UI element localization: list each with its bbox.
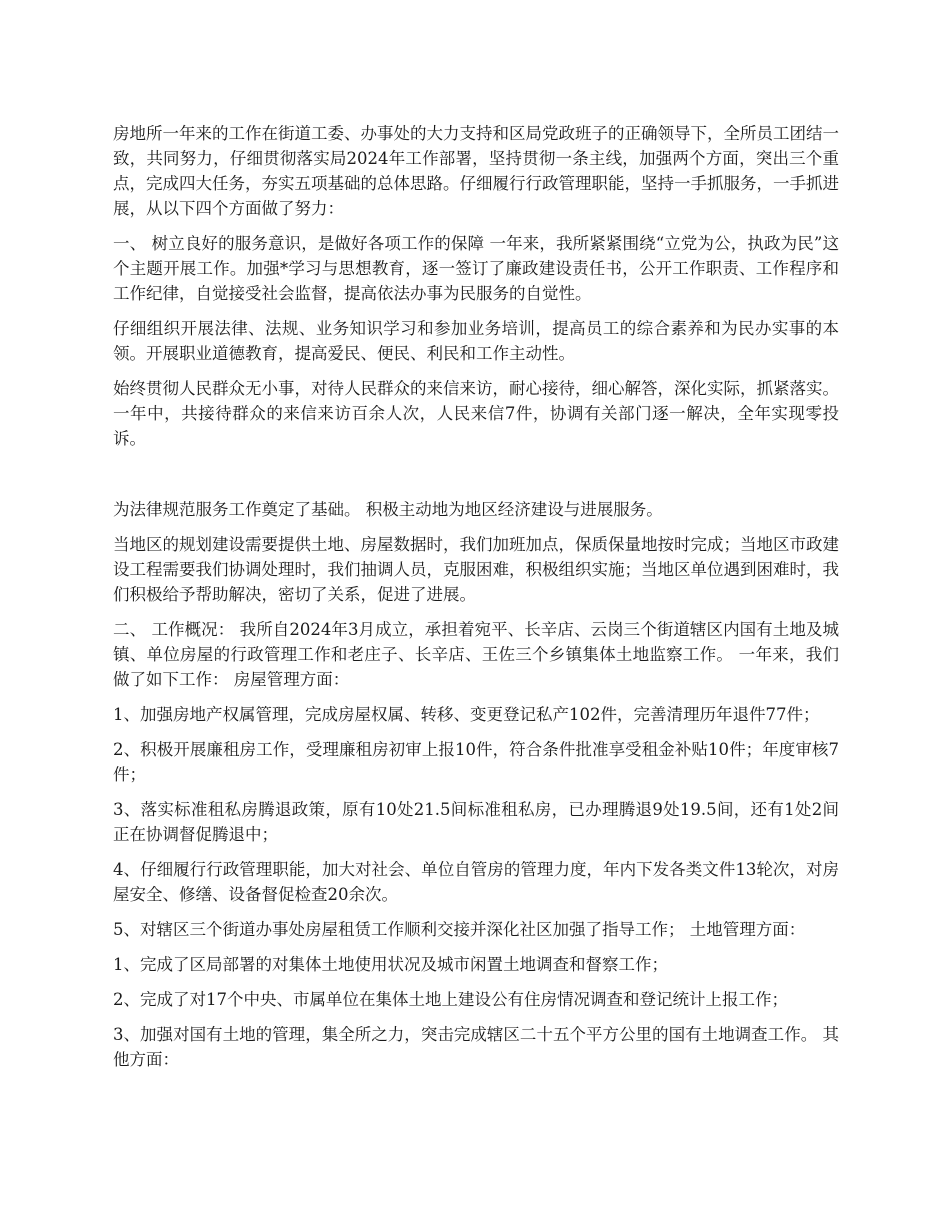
paragraph-visits: 始终贯彻人民群众无小事，对待人民群众的来信来访，耐心接待，细心解答，深化实际，抓紧落实。一年中，共接待群众的来信来访百余人次，人民来信7件，协调有关部门逐一解决，全年实现零投诉。 (113, 379, 839, 448)
paragraph-foundation: 为法律规范服务工作奠定了基础。 积极主动地为地区经济建设与进展服务。 (113, 500, 663, 519)
list-item-housing-5: 5、对辖区三个街道办事处房屋租赁工作顺利交接并深化社区加强了指导工作； 土地管理方面： (113, 920, 806, 939)
paragraph-section-one: 一、 树立良好的服务意识，是做好各项工作的保障 一年来，我所紧紧围绕“立党为公，执政为民”这个主题开展工作。加强*学习与思想教育，逐一签订了廉政建设责任书，公开工作职责、工作程序和工作纪律，自觉接受社会监督，提高依法办事为民服务的自觉性。 (113, 234, 839, 303)
list-item-land-3: 3、加强对国有土地的管理，集全所之力，突击完成辖区二十五个平方公里的国有土地调查工作。 其他方面： (113, 1025, 839, 1069)
list-item-housing-1: 1、加强房地产权属管理，完成房屋权属、转移、变更登记私产102件，完善清理历年退件77件； (113, 705, 820, 724)
document-page (113, 121, 839, 1082)
list-item-housing-4: 4、仔细履行行政管理职能，加大对社会、单位自管房的管理力度，年内下发各类文件13轮次，对房屋安全、修缮、设备督促检查20余次。 (113, 860, 839, 904)
list-item-land-2: 2、完成了对17个中央、市属单位在集体土地上建设公有住房情况调查和登记统计上报工作； (113, 990, 788, 1009)
paragraph-training: 仔细组织开展法律、法规、业务知识学习和参加业务培训，提高员工的综合素养和为民办实事的本领。开展职业道德教育，提高爱民、便民、利民和工作主动性。 (113, 319, 839, 363)
list-item-land-1: 1、完成了区局部署的对集体土地使用状况及城市闲置土地调查和督察工作； (113, 955, 668, 974)
paragraph-intro: 房地所一年来的工作在街道工委、办事处的大力支持和区局党政班子的正确领导下，全所员工团结一致，共同努力，仔细贯彻落实局2024年工作部署，坚持贯彻一条主线，加强两个方面，突出三个重点，完成四大任务，夯实五项基础的总体思路。仔细履行行政管理职能，坚持一手抓服务，一手抓进展，从以下四个方面做了努力： (113, 124, 839, 218)
list-item-housing-2: 2、积极开展廉租房工作，受理廉租房初审上报10件，符合条件批准享受租金补贴10件；年度审核7件； (113, 740, 839, 784)
list-item-housing-3: 3、落实标准租私房腾退政策，原有10处21.5间标准租私房，已办理腾退9处19.5间，还有1处2间正在协调督促腾退中； (113, 800, 839, 844)
paragraph-regional-support: 当地区的规划建设需要提供土地、房屋数据时，我们加班加点，保质保量地按时完成；当地区市政建设工程需要我们协调处理时，我们抽调人员，克服困难，积极组织实施；当地区单位遇到困难时，我们积极给予帮助解决，密切了关系，促进了进展。 (113, 535, 839, 604)
paragraph-gap (113, 461, 839, 497)
paragraph-section-two: 二、 工作概况： 我所自2024年3月成立，承担着宛平、长辛店、云岗三个街道辖区内国有土地及城镇、单位房屋的行政管理工作和老庄子、长辛店、王佐三个乡镇集体土地监察工作。 一年来，我们做了如下工作： 房屋管理方面： (113, 620, 839, 689)
